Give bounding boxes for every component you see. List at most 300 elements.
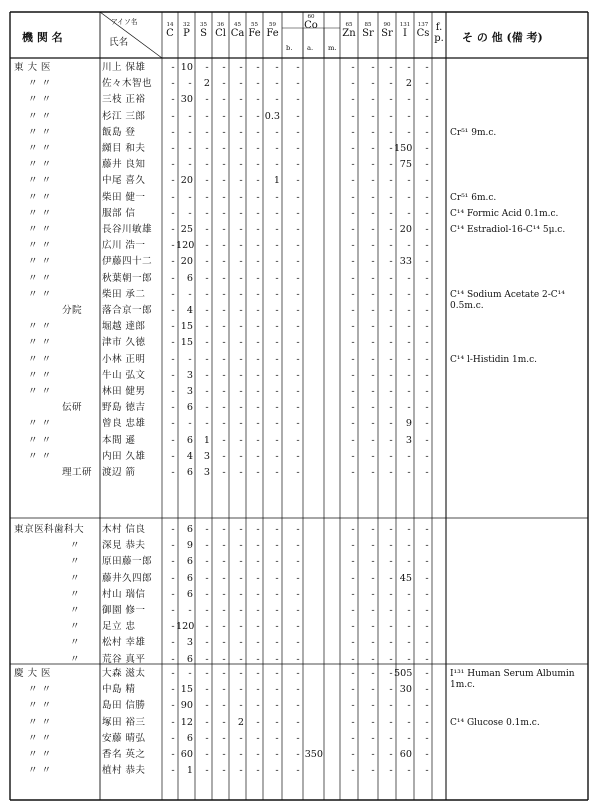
cell-empty: -	[389, 588, 393, 600]
cell-empty: -	[296, 402, 300, 414]
co-sublabel-2: m.	[328, 44, 337, 52]
cell-value-p: 6	[186, 556, 193, 568]
cell-empty: -	[239, 621, 243, 633]
row-institution: 〃 〃	[28, 207, 52, 219]
cell-empty: -	[222, 572, 226, 584]
cell-empty: -	[222, 450, 226, 462]
cell-empty: -	[171, 765, 175, 777]
cell-empty: -	[407, 62, 411, 73]
cell-empty: -	[188, 78, 192, 90]
cell-empty: -	[351, 716, 355, 728]
cell-empty: -	[351, 224, 355, 235]
cell-empty: -	[351, 240, 355, 252]
row-person-name: 深見 恭夫	[102, 540, 146, 552]
cell-empty: -	[222, 765, 226, 777]
cell-empty: -	[205, 540, 209, 552]
cell-empty: -	[425, 653, 429, 665]
cell-empty: -	[425, 749, 429, 760]
cell-empty: -	[389, 126, 393, 138]
cell-empty: -	[425, 240, 429, 252]
cell-empty: -	[407, 588, 411, 600]
cell-empty: -	[275, 224, 279, 235]
cell-empty: -	[205, 272, 209, 284]
cell-empty: -	[275, 732, 279, 744]
cell-empty: -	[407, 126, 411, 138]
cell-empty: -	[425, 540, 429, 552]
cell-empty: -	[222, 524, 226, 535]
row-institution: 〃 〃	[28, 94, 52, 106]
cell-empty: -	[256, 94, 260, 106]
cell-empty: -	[171, 700, 175, 712]
cell-empty: -	[351, 386, 355, 397]
cell-empty: -	[425, 467, 429, 478]
isotope-header-cs-12	[414, 22, 432, 39]
cell-empty: -	[205, 572, 209, 584]
cell-empty: -	[371, 207, 375, 219]
cell-value-fe59: 1	[273, 175, 280, 187]
cell-empty: -	[256, 716, 260, 728]
cell-empty: -	[239, 288, 243, 300]
cell-empty: -	[205, 321, 209, 333]
cell-empty: -	[351, 337, 355, 349]
cell-empty: -	[171, 450, 175, 462]
cell-empty: -	[256, 143, 260, 154]
cell-empty: -	[389, 224, 393, 235]
cell-empty: -	[425, 572, 429, 584]
cell-empty: -	[171, 540, 175, 552]
cell-empty: -	[171, 637, 175, 649]
cell-empty: -	[239, 450, 243, 462]
cell-empty: -	[425, 94, 429, 106]
cell-empty: -	[371, 700, 375, 712]
cell-empty: -	[351, 653, 355, 665]
isotope-mass: 14	[166, 22, 174, 28]
cell-empty: -	[407, 94, 411, 106]
cell-empty: -	[275, 668, 279, 679]
cell-empty: -	[425, 62, 429, 73]
cell-empty: -	[351, 175, 355, 187]
row-person-name: 三枝 正裕	[102, 94, 146, 106]
cell-empty: -	[371, 288, 375, 300]
header-person: 氏名	[109, 37, 129, 48]
cell-empty: -	[407, 402, 411, 414]
cell-empty: -	[256, 572, 260, 584]
cell-value-p: 120	[176, 240, 195, 252]
cell-empty: -	[222, 386, 226, 397]
isotope-mass: 59	[269, 22, 276, 28]
cell-empty: -	[171, 288, 175, 300]
cell-empty: -	[222, 175, 226, 187]
cell-empty: -	[389, 110, 393, 122]
cell-value-p: 15	[180, 321, 193, 333]
cell-empty: -	[296, 321, 300, 333]
row-remark: C¹⁴ Sodium Acetate 2-C¹⁴ 0.5m.c.	[450, 289, 565, 311]
cell-empty: -	[205, 732, 209, 744]
cell-empty: -	[296, 668, 300, 679]
cell-empty: -	[296, 256, 300, 268]
cell-value-p: 90	[180, 700, 193, 712]
isotope-symbol: Sr	[362, 28, 374, 39]
row-institution: 〃 〃	[28, 418, 52, 430]
cell-empty: -	[296, 159, 300, 171]
cell-value-p: 10	[180, 62, 193, 73]
isotope-mass: 35	[200, 22, 207, 28]
cell-empty: -	[407, 288, 411, 300]
row-institution: 〃 〃	[28, 143, 52, 154]
cell-empty: -	[256, 369, 260, 381]
cell-empty: -	[222, 207, 226, 219]
row-person-name: 野島 徳吉	[102, 402, 146, 414]
row-person-name: 島田 信勝	[102, 700, 146, 712]
cell-empty: -	[389, 94, 393, 106]
cell-empty: -	[222, 321, 226, 333]
cell-empty: -	[239, 94, 243, 106]
cell-empty: -	[222, 653, 226, 665]
cell-empty: -	[351, 467, 355, 478]
isotope-header-sr-10	[378, 22, 396, 39]
row-institution: 〃 〃	[28, 450, 52, 462]
cell-empty: -	[425, 369, 429, 381]
cell-empty: -	[351, 305, 355, 316]
cell-empty: -	[171, 94, 175, 106]
cell-empty: -	[275, 524, 279, 535]
cell-empty: -	[389, 605, 393, 616]
cell-empty: -	[171, 588, 175, 600]
cell-empty: -	[351, 94, 355, 106]
cell-empty: -	[275, 467, 279, 478]
cell-empty: -	[425, 588, 429, 600]
cell-empty: -	[351, 749, 355, 760]
row-institution: 〃 〃	[28, 321, 52, 333]
cell-empty: -	[171, 240, 175, 252]
cell-empty: -	[351, 765, 355, 777]
cell-empty: -	[256, 62, 260, 73]
row-institution: 〃 〃	[28, 110, 52, 122]
cell-value-i: 150	[394, 143, 413, 154]
row-person-name: 大森 滋太	[102, 668, 146, 679]
cell-empty: -	[222, 749, 226, 760]
cell-empty: -	[371, 434, 375, 446]
row-institution: 〃 〃	[28, 159, 52, 171]
cell-empty: -	[425, 402, 429, 414]
cell-empty: -	[256, 765, 260, 777]
cell-empty: -	[256, 305, 260, 316]
cell-empty: -	[171, 305, 175, 316]
row-institution: 〃 〃	[28, 288, 52, 300]
cell-empty: -	[256, 224, 260, 235]
cell-value-p: 6	[186, 272, 193, 284]
row-institution: 〃 〃	[28, 716, 52, 728]
cell-empty: -	[296, 749, 300, 760]
cell-empty: -	[188, 159, 192, 171]
cell-empty: -	[256, 272, 260, 284]
cell-value-s: 3	[203, 450, 210, 462]
cell-empty: -	[296, 353, 300, 365]
cell-value-i: 505	[394, 668, 413, 679]
cell-empty: -	[296, 450, 300, 462]
cell-empty: -	[275, 556, 279, 568]
cell-empty: -	[296, 467, 300, 478]
row-person-name: 中尾 喜久	[102, 175, 146, 187]
isotope-header-p-1	[178, 22, 195, 39]
co-sublabel-0: b.	[286, 44, 293, 52]
cell-value-i: 60	[399, 749, 412, 760]
row-institution: 〃 〃	[28, 732, 52, 744]
cell-empty: -	[407, 386, 411, 397]
cell-empty: -	[407, 353, 411, 365]
row-institution: 〃 〃	[28, 240, 52, 252]
cell-empty: -	[296, 94, 300, 106]
cell-empty: -	[389, 653, 393, 665]
row-institution: 〃	[70, 637, 80, 649]
cell-empty: -	[425, 272, 429, 284]
row-person-name: 曾良 忠雄	[102, 418, 146, 430]
cell-empty: -	[389, 668, 393, 679]
cell-empty: -	[425, 207, 429, 219]
cell-empty: -	[371, 78, 375, 90]
cell-value-p: 30	[180, 94, 193, 106]
cell-empty: -	[171, 386, 175, 397]
cell-empty: -	[389, 402, 393, 414]
cell-empty: -	[351, 418, 355, 430]
cell-empty: -	[239, 191, 243, 203]
cell-empty: -	[222, 288, 226, 300]
cell-empty: -	[205, 402, 209, 414]
cell-empty: -	[256, 732, 260, 744]
cell-empty: -	[239, 588, 243, 600]
row-institution: 〃 〃	[28, 337, 52, 349]
cell-empty: -	[239, 668, 243, 679]
cell-empty: -	[205, 605, 209, 616]
row-person-name: 荒谷 真平	[102, 653, 146, 665]
cell-empty: -	[205, 207, 209, 219]
row-person-name: 杉江 三郎	[102, 110, 146, 122]
cell-empty: -	[275, 126, 279, 138]
row-person-name: 堀越 達郎	[102, 321, 146, 333]
cell-empty: -	[389, 749, 393, 760]
cell-empty: -	[188, 191, 192, 203]
cell-empty: -	[351, 572, 355, 584]
cell-empty: -	[205, 353, 209, 365]
cell-value-i: 75	[399, 159, 412, 171]
cell-empty: -	[371, 126, 375, 138]
cell-empty: -	[296, 434, 300, 446]
cell-empty: -	[222, 700, 226, 712]
cell-empty: -	[205, 621, 209, 633]
cell-empty: -	[389, 321, 393, 333]
cell-empty: -	[351, 732, 355, 744]
cell-empty: -	[389, 353, 393, 365]
cell-empty: -	[205, 369, 209, 381]
cell-empty: -	[425, 716, 429, 728]
row-institution: 〃	[70, 556, 80, 568]
cell-empty: -	[275, 94, 279, 106]
cell-empty: -	[222, 588, 226, 600]
cell-empty: -	[205, 653, 209, 665]
cell-empty: -	[351, 369, 355, 381]
cell-value-p: 15	[180, 337, 193, 349]
cell-empty: -	[371, 467, 375, 478]
cell-empty: -	[407, 337, 411, 349]
cell-empty: -	[205, 588, 209, 600]
row-institution: 〃 〃	[28, 369, 52, 381]
cell-empty: -	[275, 143, 279, 154]
cell-empty: -	[205, 337, 209, 349]
cell-empty: -	[171, 668, 175, 679]
cell-empty: -	[371, 110, 375, 122]
cell-value-p: 3	[186, 386, 193, 397]
cell-empty: -	[407, 450, 411, 462]
cell-empty: -	[239, 159, 243, 171]
cell-empty: -	[351, 588, 355, 600]
cell-empty: -	[389, 684, 393, 696]
cell-empty: -	[205, 94, 209, 106]
row-person-name: 木村 信良	[102, 524, 146, 535]
row-person-name: 牛山 弘文	[102, 369, 146, 381]
row-remark: C¹⁴ Glucose 0.1m.c.	[450, 717, 540, 728]
cell-empty: -	[371, 402, 375, 414]
cell-empty: -	[371, 450, 375, 462]
isotope-header-i-11	[396, 22, 414, 39]
cell-empty: -	[275, 653, 279, 665]
row-institution: 〃	[70, 588, 80, 600]
cell-empty: -	[239, 126, 243, 138]
cell-empty: -	[256, 450, 260, 462]
cell-empty: -	[222, 716, 226, 728]
cell-empty: -	[296, 386, 300, 397]
isotope-header-s-2	[195, 22, 212, 39]
cell-empty: -	[205, 224, 209, 235]
cell-empty: -	[171, 191, 175, 203]
cell-empty: -	[389, 556, 393, 568]
row-institution: 〃	[70, 621, 80, 633]
cell-empty: -	[296, 732, 300, 744]
cell-empty: -	[296, 588, 300, 600]
cell-empty: -	[296, 653, 300, 665]
cell-empty: -	[351, 256, 355, 268]
row-person-name: 川上 保雄	[102, 62, 146, 73]
cell-empty: -	[275, 78, 279, 90]
cell-empty: -	[351, 78, 355, 90]
cell-empty: -	[222, 337, 226, 349]
cell-empty: -	[188, 126, 192, 138]
cell-value-s: 3	[203, 467, 210, 478]
isotope-symbol: Cl	[215, 28, 226, 39]
cell-empty: -	[222, 732, 226, 744]
cell-empty: -	[296, 418, 300, 430]
cell-empty: -	[205, 524, 209, 535]
cell-empty: -	[171, 78, 175, 90]
cell-empty: -	[171, 62, 175, 73]
cell-empty: -	[171, 732, 175, 744]
cell-empty: -	[222, 402, 226, 414]
isotope-symbol: f. p.	[434, 22, 444, 44]
cell-empty: -	[351, 143, 355, 154]
cell-empty: -	[371, 418, 375, 430]
cell-empty: -	[205, 556, 209, 568]
cell-empty: -	[205, 62, 209, 73]
row-person-name: 柴田 健一	[102, 191, 146, 203]
cell-empty: -	[296, 556, 300, 568]
cell-empty: -	[188, 288, 192, 300]
cell-empty: -	[256, 588, 260, 600]
cell-empty: -	[389, 716, 393, 728]
cell-empty: -	[275, 159, 279, 171]
cell-value-p: 4	[186, 450, 193, 462]
cell-empty: -	[389, 467, 393, 478]
cell-empty: -	[239, 337, 243, 349]
cell-empty: -	[371, 605, 375, 616]
cell-empty: -	[256, 159, 260, 171]
cell-empty: -	[239, 386, 243, 397]
cell-empty: -	[389, 240, 393, 252]
cell-empty: -	[371, 653, 375, 665]
cell-empty: -	[205, 305, 209, 316]
cell-empty: -	[296, 143, 300, 154]
cell-empty: -	[171, 337, 175, 349]
cell-empty: -	[222, 556, 226, 568]
isotope-symbol: Sr	[381, 28, 393, 39]
cell-empty: -	[296, 684, 300, 696]
cell-empty: -	[371, 62, 375, 73]
cell-empty: -	[389, 175, 393, 187]
cell-value-s: 1	[203, 434, 210, 446]
row-person-name: 本間 遜	[102, 434, 136, 446]
cell-empty: -	[351, 524, 355, 535]
header-institution: 機 関 名	[22, 31, 63, 44]
cell-empty: -	[205, 110, 209, 122]
cell-value-p: 12	[180, 716, 193, 728]
cell-empty: -	[389, 272, 393, 284]
cell-empty: -	[256, 467, 260, 478]
cell-empty: -	[205, 159, 209, 171]
cell-empty: -	[188, 353, 192, 365]
cell-empty: -	[222, 240, 226, 252]
cell-empty: -	[222, 191, 226, 203]
cell-value-i: 33	[399, 256, 412, 268]
cell-empty: -	[205, 637, 209, 649]
row-person-name: 松村 幸雄	[102, 637, 146, 649]
cell-empty: -	[239, 684, 243, 696]
cell-empty: -	[296, 524, 300, 535]
cell-empty: -	[239, 272, 243, 284]
cell-empty: -	[407, 175, 411, 187]
cell-value-p: 20	[180, 256, 193, 268]
cell-empty: -	[425, 321, 429, 333]
cell-value-i: 3	[405, 434, 412, 446]
row-remark: Cr⁵¹ 6m.c.	[450, 192, 497, 203]
isotope-symbol: Ca	[230, 28, 245, 39]
cell-empty: -	[239, 175, 243, 187]
cell-empty: -	[371, 337, 375, 349]
cell-empty: -	[222, 78, 226, 90]
row-person-name: 渡辺 箭	[102, 467, 136, 478]
cell-empty: -	[256, 556, 260, 568]
cell-empty: -	[188, 668, 192, 679]
row-institution: 〃 〃	[28, 386, 52, 397]
cell-empty: -	[239, 207, 243, 219]
row-institution: 〃 〃	[28, 256, 52, 268]
cell-empty: -	[296, 62, 300, 73]
cell-empty: -	[351, 191, 355, 203]
isotope-mass: 65	[345, 22, 353, 28]
cell-empty: -	[275, 605, 279, 616]
cell-empty: -	[425, 684, 429, 696]
cell-empty: -	[407, 524, 411, 535]
row-person-name: 安藤 晴弘	[102, 732, 146, 744]
cell-value-p: 60	[180, 749, 193, 760]
cell-empty: -	[171, 418, 175, 430]
